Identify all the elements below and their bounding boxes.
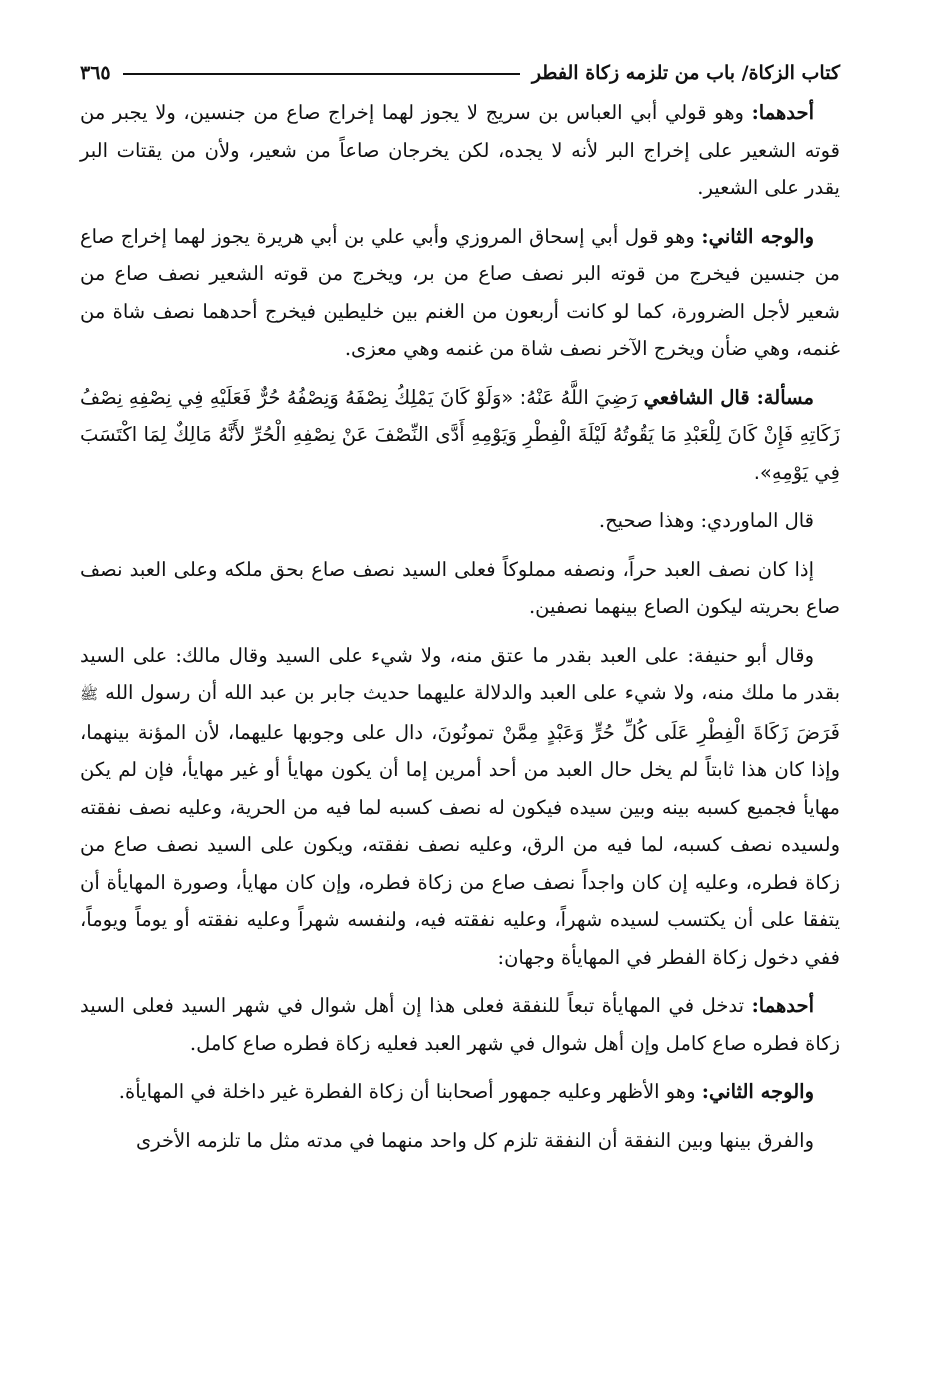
- paragraph-lead: أحدهما:: [751, 101, 814, 124]
- paragraph-text: وهو قول أبي إسحاق المروزي وأبي علي بن أبي هريرة يجوز لهما إخراج صاع من جنسين فيخرج من قوته البر نصف صاع من بر، ويخرج من قوته الشعير نصف صاع من شعير لأجل الضرورة، كما لو كانت أربعون من الغنم بين خليطين فيخرج أحدهما نصف شاة من غنمه، وهي ضأن ويخرج الآخر نصف شاة من غنمه وهي معزى.: [80, 224, 840, 360]
- paragraph-text: إذا كان نصف العبد حراً، ونصفه مملوكاً فعلى السيد نصف صاع بحق ملكه وعلى العبد نصف صاع بحريته ليكون الصاع بينهما نصفين.: [80, 557, 840, 618]
- paragraph-text: تدخل في المهايأة تبعاً للنفقة فعلى هذا إن أهل شوال في شهر السيد فعلى السيد زكاة فطره صاع كامل وإن أهل شوال في شهر العبد فعليه زكاة فطره صاع كامل.: [80, 994, 840, 1055]
- paragraph-abu-hanifa: [80, 637, 840, 977]
- header-rule: [123, 73, 520, 75]
- paragraph-difference: [80, 1122, 840, 1160]
- running-title: كتاب الزكاة/ باب من تلزمه زكاة الفطر: [531, 62, 840, 84]
- paragraph-lead: والوجه الثاني:: [701, 1080, 814, 1103]
- paragraph-text: والفرق بينها وبين النفقة أن النفقة تلزم كل واحد منهما في مدته مثل ما تلزمه الأخرى: [136, 1128, 814, 1152]
- quoted-text: : «وَلَوْ كَانَ يَمْلِكُ نِصْفَهُ وَنِصْفُهُ حُرٌّ فَعَلَيْهِ فِي نِصْفِهِ نِصْفُ زَكَاتِهِ فَإِنْ كَانَ لِلْعَبْدِ مَا يَقُوتُهُ لَيْلَةَ الْفِطْرِ وَيَوْمِهِ أَدَّى النِّصْفَ عَنْ نِصْفِهِ الْحُرِّ لأَنَّهُ مَالِكٌ لِمَا اكْتَسَبَ فِي يَوْمِهِ».: [80, 385, 840, 484]
- paragraph-masala: [80, 379, 840, 492]
- paragraph-first-view: [80, 94, 840, 207]
- paragraph-first-aspect: [80, 987, 840, 1062]
- paragraph-second-aspect: [80, 1073, 840, 1111]
- paragraph-text: وهو قولي أبي العباس بن سريج لا يجوز لهما إخراج صاع من جنسين، ولا يجبر من قوته الشعير على إخراج البر لأنه لا يجده، لكن يخرجان صاعاً من شعير، ولأن من يقتات البر يقدر على الشعير.: [80, 101, 840, 199]
- paragraph-lead: أحدهما:: [751, 994, 814, 1017]
- honorific: رَضِيَ اللَّهُ عَنْهُ: [526, 385, 644, 409]
- page-body: [80, 94, 840, 1159]
- paragraph-half-free: [80, 551, 840, 626]
- paragraph-lead: والوجه الثاني:: [701, 224, 814, 248]
- paragraph-lead: مسألة: قال الشافعي: [643, 385, 814, 409]
- paragraph-text: قال الماوردي: وهذا صحيح.: [598, 509, 814, 532]
- paragraph-second-view: [80, 218, 840, 368]
- page-number: ٣٦٥: [80, 62, 111, 84]
- paragraph-mawardi: [80, 502, 840, 540]
- running-header: [80, 50, 840, 84]
- paragraph-text: فَرَضَ زَكَاةَ الْفِطْرِ عَلَى كُلِّ حُرٍّ وَعَبْدٍ مِمَّنْ تمونُونَ، دال على وجوبها عليهما، لأن المؤنة بينهما، وإذا كان هذا ثابتاً لم يخل حال العبد من أحد أمرين إما أن يكون مهايأ أو غير مهايأ، فإن لم يكن مهايأ فجميع كسبه بينه وبين سيده فيكون له نصف كسبه لما فيه من الحرية، وعليه نصف نفقته ولسيده نصف كسبه، لما فيه من الرق، وعليه نصف نفقته، ويكون على السيد نصف صاع من زكاة فطره، وعليه إن كان واجداً نصف صاع من زكاة فطره، وإن كان مهايأ، وصورة المهايأة أن يتفقا على أن يكتسب لسيده شهراً، وعليه نفقته فيه، ولنفسه شهراً وعليه نفقته أو يوماً ويوماً، ففي دخول زكاة الفطر في المهايأة وجهان:: [80, 720, 840, 969]
- book-page: [80, 50, 840, 1170]
- salawat-symbol: ﷺ: [80, 685, 99, 703]
- paragraph-text: وهو الأظهر وعليه جمهور أصحابنا أن زكاة الفطرة غير داخلة في المهايأة.: [118, 1080, 702, 1103]
- paragraph-text-before: وقال أبو حنيفة: على العبد بقدر ما عتق منه، ولا شيء على السيد وقال مالك: على السيد بقدر ما ملك منه، ولا شيء على العبد والدلالة عليهما حديث جابر بن عبد الله أن رسول الله: [80, 643, 840, 704]
